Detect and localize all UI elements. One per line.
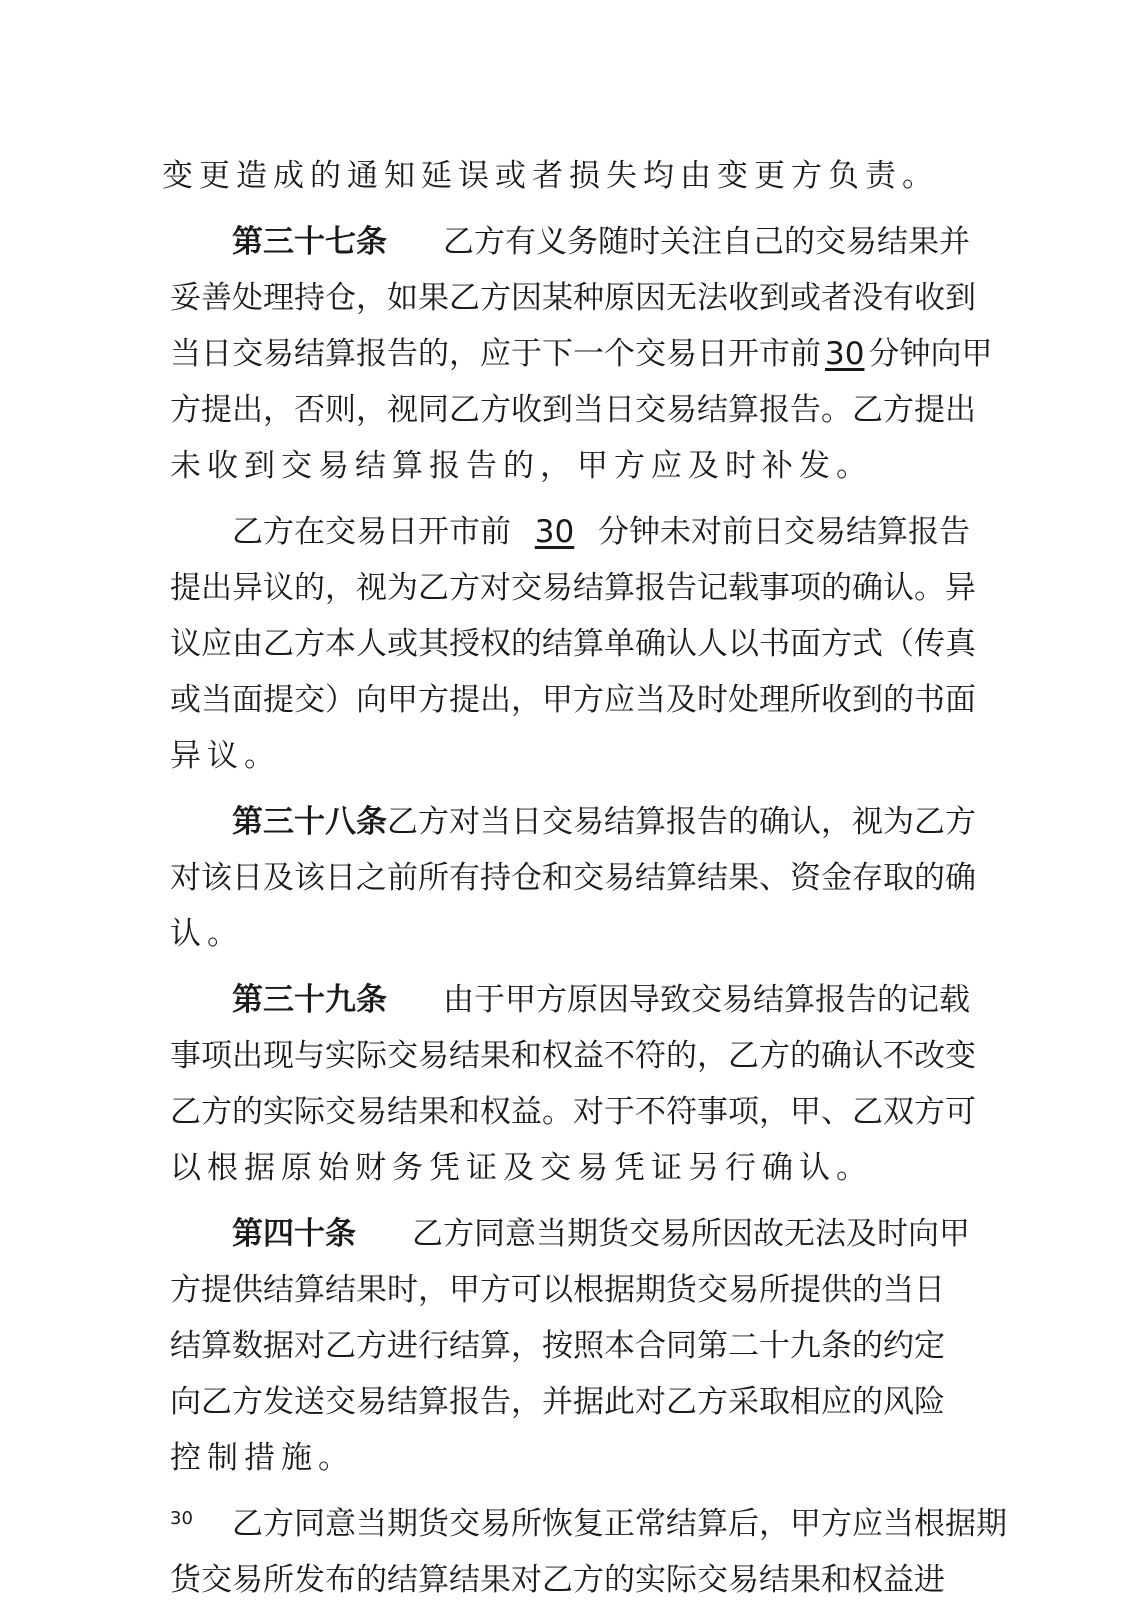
text-line [162, 148, 970, 204]
text: 乙方有义务随时关注自己的交易结果并 [443, 224, 970, 260]
text: 控制措施。 [170, 1440, 355, 1476]
text-line [170, 906, 970, 962]
text-line [170, 1084, 976, 1140]
text: 方提供结算结果时，甲方可以根据期货交易所提供的当日 [170, 1272, 945, 1308]
text: 认。 [170, 916, 244, 952]
text: 提出异议的，视为乙方对交易结算报告记载事项的确认。异 [170, 570, 976, 606]
text-line [170, 326, 993, 382]
text-line [170, 728, 970, 784]
text-line [170, 1206, 970, 1262]
text-line [170, 1318, 970, 1374]
underlined-number: 30 [825, 336, 865, 372]
text: 妥善处理持仓，如果乙方因某种原因无法收到或者没有收到 [170, 280, 976, 316]
text: 议应由乙方本人或其授权的结算单确认人以书面方式（传真 [170, 626, 976, 662]
article-heading: 第三十八条 [232, 804, 387, 840]
text-line [170, 1262, 970, 1318]
text-line [170, 504, 970, 560]
text-line [170, 270, 976, 326]
text: 异议。 [170, 738, 281, 774]
text: 事项出现与实际交易结果和权益不符的，乙方的确认不改变 [170, 1038, 976, 1074]
underlined-number: 30 [534, 514, 575, 550]
text: 或当面提交）向甲方提出，甲方应当及时处理所收到的书面 [170, 682, 976, 718]
article-heading: 第三十九条 [232, 982, 387, 1018]
article-heading: 第四十条 [232, 1216, 356, 1252]
text: 乙方的实际交易结果和权益。对于不符事项，甲、乙双方可 [170, 1094, 976, 1130]
text: 对该日及该日之前所有持仓和交易结算结果、资金存取的确 [170, 860, 976, 896]
text-line [170, 560, 976, 616]
text: 变更造成的通知延误或者损失均由变更方负责。 [162, 158, 939, 194]
text: 乙方同意当期货交易所恢复正常结算后，甲方应当根据期 [232, 1506, 1007, 1542]
text: 乙方对当日交易结算报告的确认，视为乙方 [387, 804, 976, 840]
text: 当日交易结算报告的，应于下一个交易日开市前 [170, 336, 821, 372]
text: 货交易所发布的结算结果对乙方的实际交易结果和权益进 [170, 1562, 945, 1598]
text: 分钟向甲 [868, 336, 993, 372]
article-heading: 第三十七条 [232, 224, 387, 260]
text-line [170, 1430, 970, 1486]
text-line [170, 794, 976, 850]
document-body [162, 148, 1007, 1608]
text-line [170, 616, 976, 672]
text-line [170, 1140, 970, 1196]
text: 分钟未对前日交易结算报告 [597, 514, 970, 550]
text-line [170, 850, 976, 906]
page-number: 30 [170, 1508, 193, 1529]
text-line [170, 438, 970, 494]
text-line [170, 972, 970, 1028]
text: 方提出，否则，视同乙方收到当日交易结算报告。乙方提出 [170, 392, 976, 428]
text-line [170, 382, 976, 438]
text-line [170, 1374, 970, 1430]
text: 乙方在交易日开市前 [232, 514, 511, 550]
text-line [170, 1028, 976, 1084]
text: 未收到交易结算报告的，甲方应及时补发。 [170, 448, 873, 484]
text: 以根据原始财务凭证及交易凭证另行确认。 [170, 1150, 873, 1186]
text-line [170, 214, 970, 270]
text: 由于甲方原因导致交易结算报告的记载 [443, 982, 970, 1018]
text-line [170, 1496, 1007, 1552]
text: 结算数据对乙方进行结算，按照本合同第二十九条的约定 [170, 1328, 945, 1364]
text-line [170, 672, 976, 728]
text: 乙方同意当期货交易所因故无法及时向甲 [412, 1216, 970, 1252]
text: 向乙方发送交易结算报告，并据此对乙方采取相应的风险 [170, 1384, 945, 1420]
